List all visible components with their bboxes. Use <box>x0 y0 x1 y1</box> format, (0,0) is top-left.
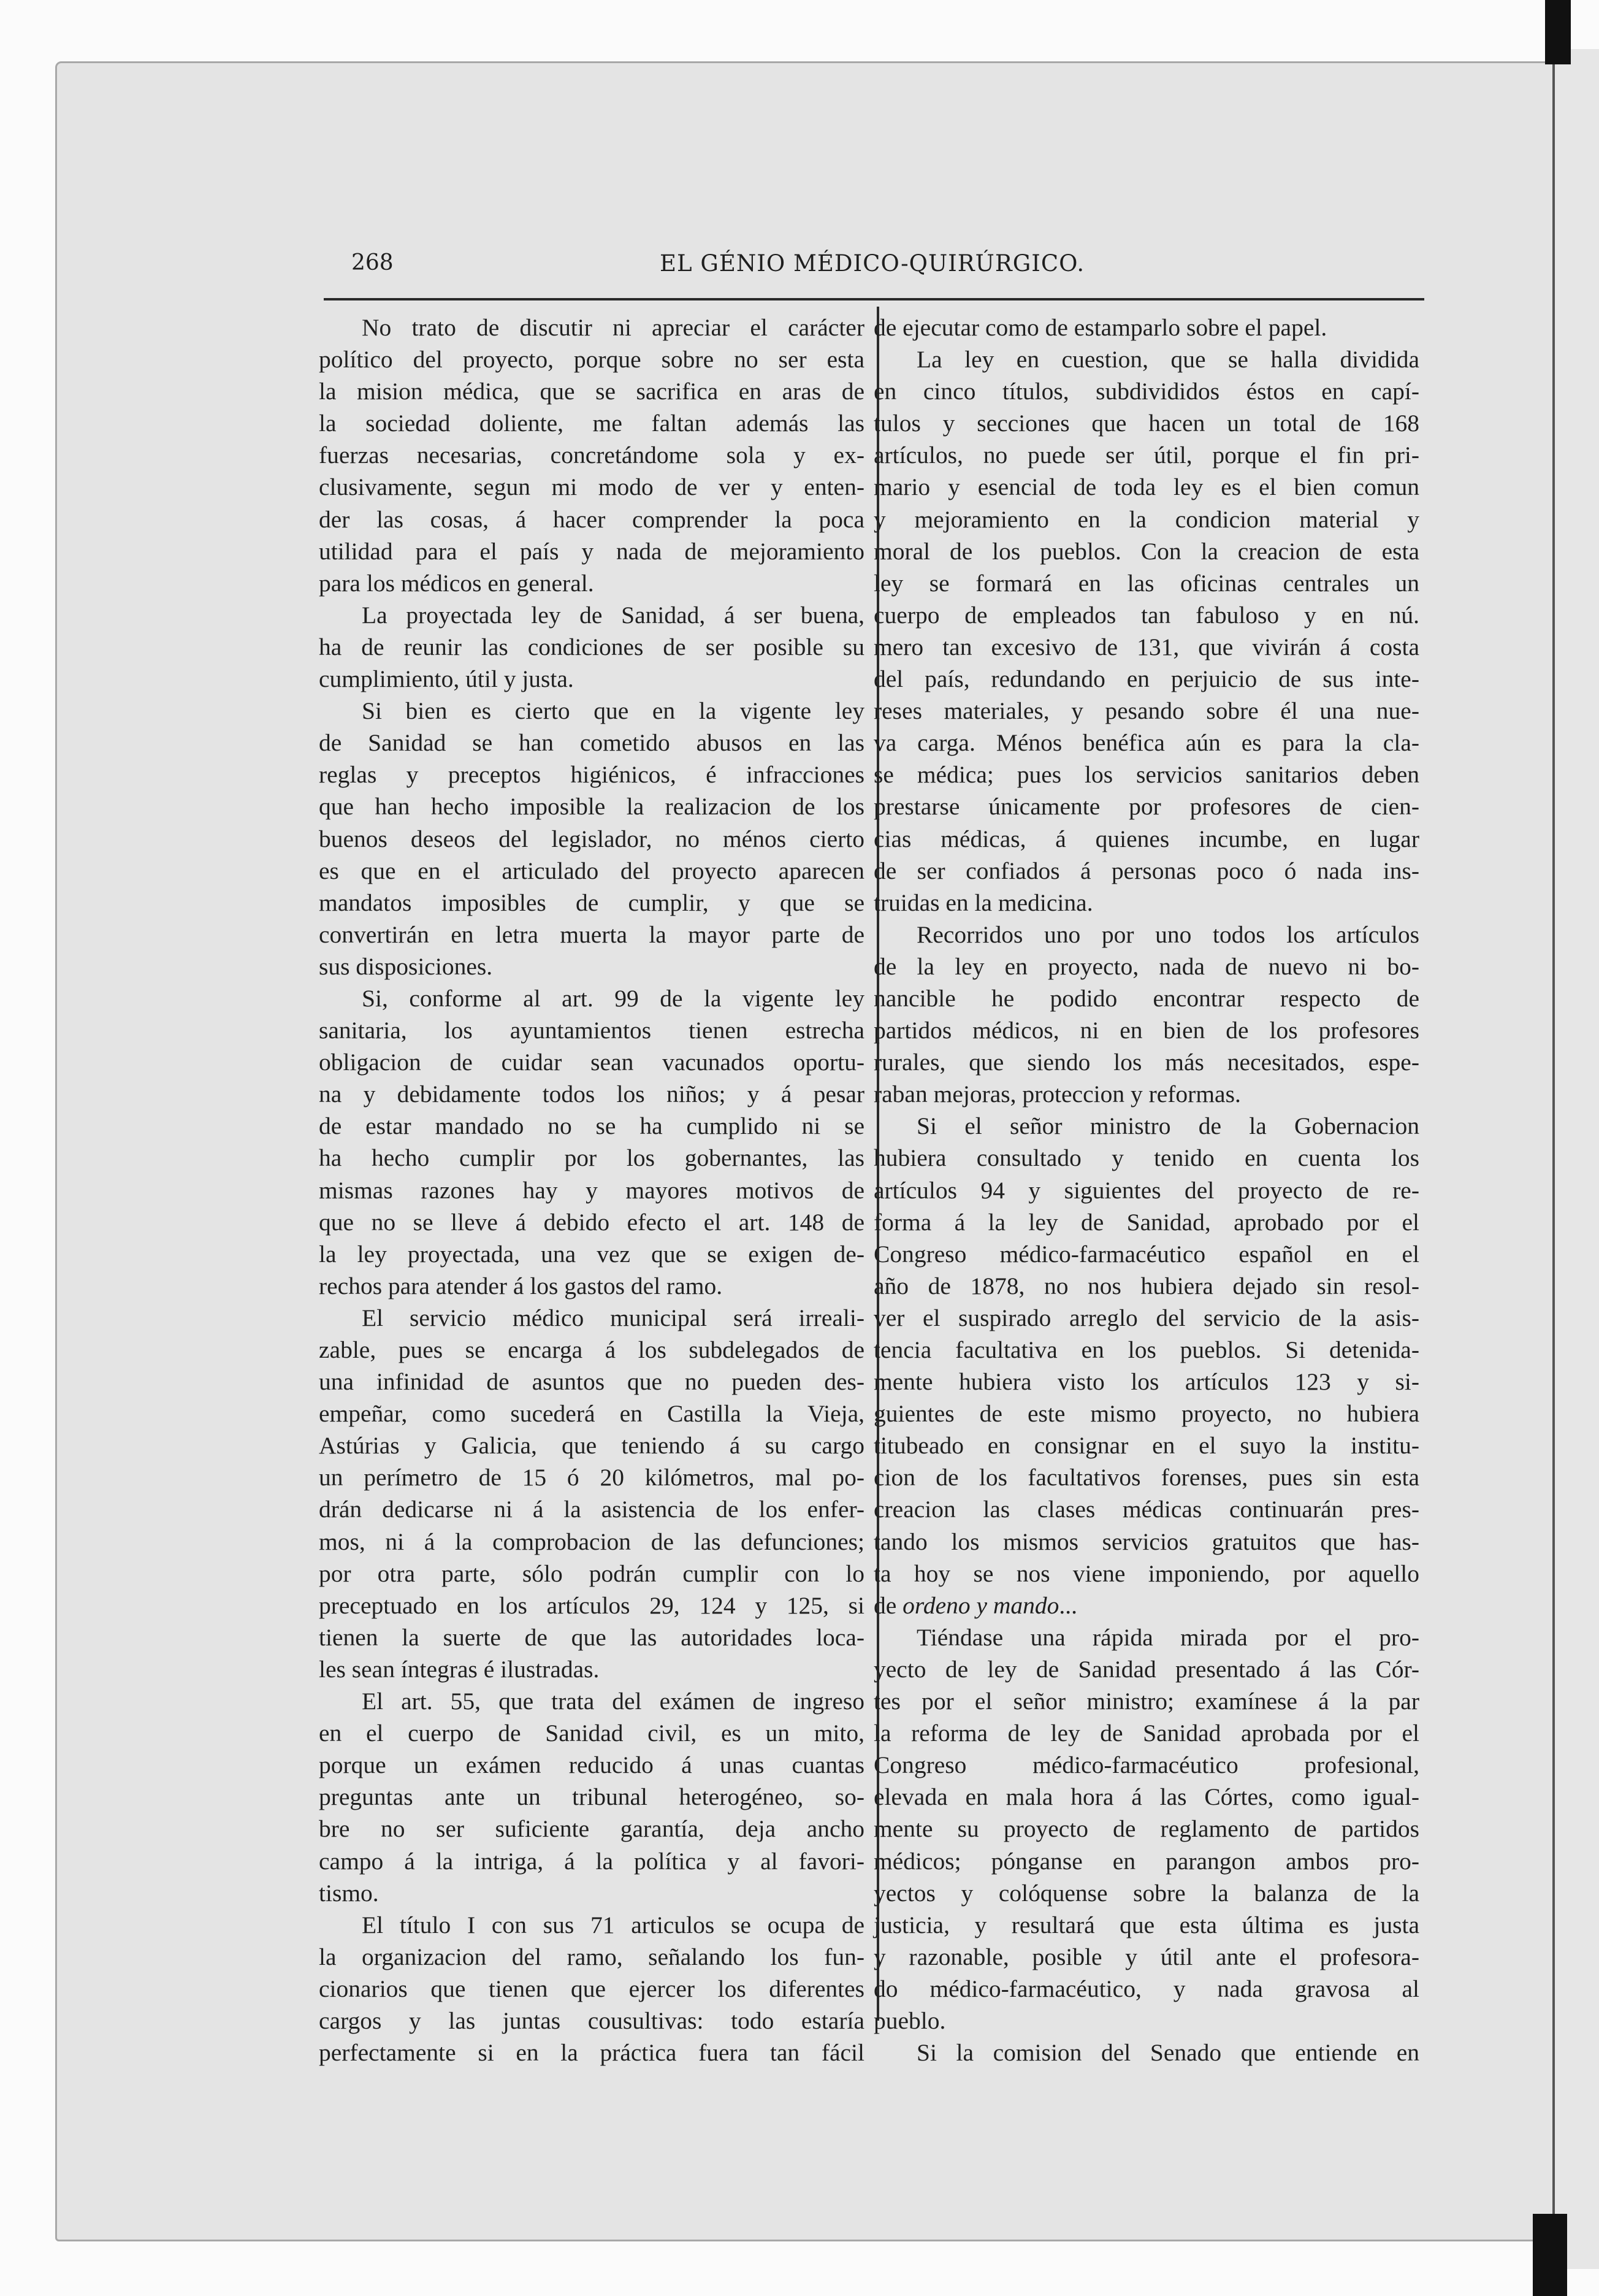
paragraph <box>319 312 864 599</box>
text-line: na y debidamente todos los niños; y á pesar <box>319 1081 864 1108</box>
running-header <box>324 245 1424 282</box>
tail-suffix: ... <box>1059 1591 1078 1619</box>
text-line: les sean íntegras é ilustradas. <box>319 1655 600 1683</box>
text-line: se médica; pues los servicios sanitarios deben <box>874 761 1419 789</box>
text-line: Recorridos uno por uno todos los artículos <box>917 920 1419 948</box>
text-line: mente su proyecto de reglamento de partidos <box>874 1815 1419 1843</box>
text-line: rechos para atender á los gastos del ramo. <box>319 1272 723 1299</box>
text-line: ley se formará en las oficinas centrales un <box>874 569 1419 597</box>
text-line: mandatos imposibles de cumplir, y que se <box>319 889 864 916</box>
text-line: No trato de discutir ni apreciar el carácter <box>362 314 864 341</box>
text-line: drán dedicarse ni á la asistencia de los enfer- <box>319 1496 864 1523</box>
text-line: justicia, y resultará que esta última es justa <box>874 1911 1419 1938</box>
text-line: cion de los facultativos forenses, pues sin esta <box>874 1464 1419 1491</box>
text-line: La ley en cuestion, que se halla dividida <box>917 346 1419 373</box>
right-column <box>874 312 1419 2068</box>
text-line: El título I con sus 71 articulos se ocupa de <box>362 1911 864 1938</box>
text-line: ta hoy se nos viene imponiendo, por aquello <box>874 1559 1419 1587</box>
text-line: perfectamente si en la práctica fuera tan fácil <box>319 2039 864 2067</box>
text-line: empeñar, como sucederá en Castilla la Vieja, <box>319 1400 864 1428</box>
text-line: El art. 55, que trata del exámen de ingreso <box>362 1688 864 1715</box>
text-line: tes por el señor ministro; examínese á la par <box>874 1688 1419 1715</box>
text-line: sanitaria, los ayuntamientos tienen estrecha <box>319 1017 864 1044</box>
text-line: Si, conforme al art. 99 de la vigente ley <box>362 984 864 1012</box>
paragraph <box>319 599 864 695</box>
text-line: Congreso médico-farmacéutico profesional, <box>874 1751 1419 1779</box>
text-line: elevada en mala hora á las Córtes, como igual- <box>874 1783 1419 1811</box>
text-line: en cinco títulos, subdivididos éstos en capí- <box>874 378 1419 405</box>
text-line: moral de los pueblos. Con la creacion de esta <box>874 537 1419 565</box>
text-line: del país, redundando en perjuicio de sus inte- <box>874 665 1419 693</box>
paragraph <box>874 343 1419 919</box>
text-line: guientes de este mismo proyecto, no hubiera <box>874 1400 1419 1428</box>
paragraph <box>319 1685 864 1909</box>
text-line: la mision médica, que se sacrifica en aras de <box>319 378 864 405</box>
text-line: la reforma de ley de Sanidad aprobada por el <box>874 1720 1419 1747</box>
text-line: do médico-farmacéutico, y nada gravosa al <box>874 1975 1419 2002</box>
text-line: de ser confiados á personas poco ó nada ins- <box>874 857 1419 884</box>
paragraph <box>874 312 1419 343</box>
text-line: cuerpo de empleados tan fabuloso y en nú. <box>874 601 1419 629</box>
text-line: titubeado en consignar en el suyo la institu- <box>874 1432 1419 1460</box>
text-line: en el cuerpo de Sanidad civil, es un mito, <box>319 1720 864 1747</box>
text-line: que han hecho imposible la realizacion de los <box>319 793 864 821</box>
text-line: una infinidad de asuntos que no pueden des- <box>319 1368 864 1396</box>
text-line: cias médicas, á quienes incumbe, en lugar <box>874 825 1419 852</box>
text-line: médicos; pónganse en parangon ambos pro- <box>874 1847 1419 1875</box>
text-line: artículos 94 y siguientes del proyecto de re- <box>874 1176 1419 1204</box>
text-line: de la ley en proyecto, nada de nuevo ni bo- <box>874 952 1419 980</box>
text-line: tando los mismos servicios gratuitos que has- <box>874 1528 1419 1555</box>
text-line: la ley proyectada, una vez que se exigen de- <box>319 1240 864 1268</box>
text-line: tismo. <box>319 1879 379 1907</box>
text-line: mos, ni á la comprobacion de las defunciones; <box>319 1528 864 1555</box>
paragraph <box>319 695 864 982</box>
text-line: mente hubiera visto los artículos 123 y si- <box>874 1368 1419 1396</box>
journal-title: EL GÉNIO MÉDICO-QUIRÚRGICO. <box>660 250 1085 277</box>
binding-clip-top <box>1545 0 1571 64</box>
text-line: utilidad para el país y nada de mejoramiento <box>319 537 864 565</box>
text-line: rurales, que siendo los más necesitados, espe- <box>874 1049 1419 1076</box>
text-line: cionarios que tienen que ejercer los diferentes <box>319 1975 864 2002</box>
text-line: cargos y las juntas cousultivas: todo estaría <box>319 2007 864 2034</box>
text-line: prestarse únicamente por profesores de cien- <box>874 793 1419 821</box>
text-line: buenos deseos del legislador, no ménos cierto <box>319 825 864 852</box>
adjacent-page-edge <box>1552 49 1599 2269</box>
text-line: Si la comision del Senado que entiende en <box>917 2039 1419 2067</box>
paragraph <box>319 1909 864 2068</box>
text-line: sus disposiciones. <box>319 952 493 980</box>
text-line: Astúrias y Galicia, que teniendo á su cargo <box>319 1432 864 1460</box>
text-line: preguntas ante un tribunal heterogéneo, so- <box>319 1783 864 1811</box>
text-line: bre no ser suficiente garantía, deja ancho <box>319 1815 864 1843</box>
text-line: Congreso médico-farmacéutico español en el <box>874 1240 1419 1268</box>
italic-phrase: ordeno y mando <box>903 1591 1059 1619</box>
text-line: artículos, no puede ser útil, porque el fin pri- <box>874 442 1419 469</box>
text-line: zable, pues se encarga á los subdelegados de <box>319 1336 864 1363</box>
page-number: 268 <box>351 250 394 275</box>
text-line <box>874 1590 1419 1621</box>
text-line: la sociedad doliente, me faltan además las <box>319 410 864 437</box>
text-line: reglas y preceptos higiénicos, é infracciones <box>319 761 864 789</box>
text-line: tulos y secciones que hacen un total de 168 <box>874 410 1419 437</box>
text-line: forma á la ley de Sanidad, aprobado por el <box>874 1208 1419 1236</box>
text-line: mismas razones hay y mayores motivos de <box>319 1176 864 1204</box>
text-line: mero tan excesivo de 131, que vivirán á costa <box>874 633 1419 660</box>
text-line: pueblo. <box>874 2007 946 2034</box>
text-line: El servicio médico municipal será irreali- <box>362 1304 864 1331</box>
text-line: año de 1878, no nos hubiera dejado sin resol- <box>874 1272 1419 1299</box>
text-line: truidas en la medicina. <box>874 889 1093 916</box>
text-line: reses materiales, y pesando sobre él una nue- <box>874 697 1419 725</box>
text-line: ha de reunir las condiciones de ser posible su <box>319 633 864 660</box>
text-line: yecto de ley de Sanidad presentado á las Cór- <box>874 1655 1419 1683</box>
text-line: de estar mandado no se ha cumplido ni se <box>319 1112 864 1140</box>
text-line: tencia facultativa en los pueblos. Si detenida- <box>874 1336 1419 1363</box>
text-line: Si el señor ministro de la Gobernacion <box>917 1112 1419 1140</box>
text-line: la organizacion del ramo, señalando los fun- <box>319 1943 864 1970</box>
paragraph <box>874 2037 1419 2068</box>
text-line: tienen la suerte de que las autoridades loca- <box>319 1623 864 1651</box>
text-line: campo á la intriga, á la política y al favori- <box>319 1847 864 1875</box>
text-line: porque un exámen reducido á unas cuantas <box>319 1751 864 1779</box>
text-line: preceptuado en los artículos 29, 124 y 125, si <box>319 1591 864 1619</box>
text-line: ha hecho cumplir por los gobernantes, las <box>319 1144 864 1172</box>
text-line: mario y esencial de toda ley es el bien comun <box>874 473 1419 501</box>
text-line: hubiera consultado y tenido en cuenta los <box>874 1144 1419 1172</box>
text-line: de Sanidad se han cometido abusos en las <box>319 729 864 757</box>
paragraph <box>874 1621 1419 2037</box>
text-line: Tiéndase una rápida mirada por el pro- <box>917 1623 1419 1651</box>
text-line: político del proyecto, porque sobre no ser esta <box>319 346 864 373</box>
text-line: convertirán en letra muerta la mayor parte de <box>319 920 864 948</box>
text-line: es que en el articulado del proyecto aparecen <box>319 857 864 884</box>
paragraph <box>874 919 1419 1111</box>
text-line: un perímetro de 15 ó 20 kilómetros, mal po- <box>319 1464 864 1491</box>
binding-clip-bottom <box>1533 2214 1567 2296</box>
text-line: creacion las clases médicas continuarán pres- <box>874 1496 1419 1523</box>
left-column <box>319 312 864 2068</box>
text-line: raban mejoras, proteccion y reformas. <box>874 1081 1241 1108</box>
text-line: cumplimiento, útil y justa. <box>319 665 574 693</box>
paragraph <box>319 1302 864 1685</box>
paragraph <box>319 982 864 1302</box>
text-line: para los médicos en general. <box>319 569 594 597</box>
text-line: La proyectada ley de Sanidad, á ser buena, <box>362 601 864 629</box>
text-line: va carga. Ménos benéfica aún es para la cla- <box>874 729 1419 757</box>
paragraph <box>874 1110 1419 1621</box>
text-line: ver el suspirado arreglo del servicio de la asis- <box>874 1304 1419 1331</box>
text-line: fuerzas necesarias, concretándome sola y ex- <box>319 442 864 469</box>
text-line: clusivamente, segun mi modo de ver y enten- <box>319 473 864 501</box>
text-line: nancible he podido encontrar respecto de <box>874 984 1419 1012</box>
text-line: partidos médicos, ni en bien de los profesores <box>874 1017 1419 1044</box>
text-line: der las cosas, á hacer comprender la poca <box>319 505 864 533</box>
text-line: y razonable, posible y útil ante el profesora- <box>874 1943 1419 1970</box>
text-line: por otra parte, sólo podrán cumplir con lo <box>319 1559 864 1587</box>
text-line: que no se lleve á debido efecto el art. 148 de <box>319 1208 864 1236</box>
text-line: de ejecutar como de estamparlo sobre el papel. <box>874 314 1327 341</box>
text-line: y mejoramiento en la condicion material y <box>874 505 1419 533</box>
text-line: Si bien es cierto que en la vigente ley <box>362 697 864 725</box>
text-line: obligacion de cuidar sean vacunados oportu- <box>319 1049 864 1076</box>
tail-prefix: de <box>874 1591 903 1619</box>
header-rule <box>324 298 1424 300</box>
text-line: yectos y colóquense sobre la balanza de la <box>874 1879 1419 1907</box>
